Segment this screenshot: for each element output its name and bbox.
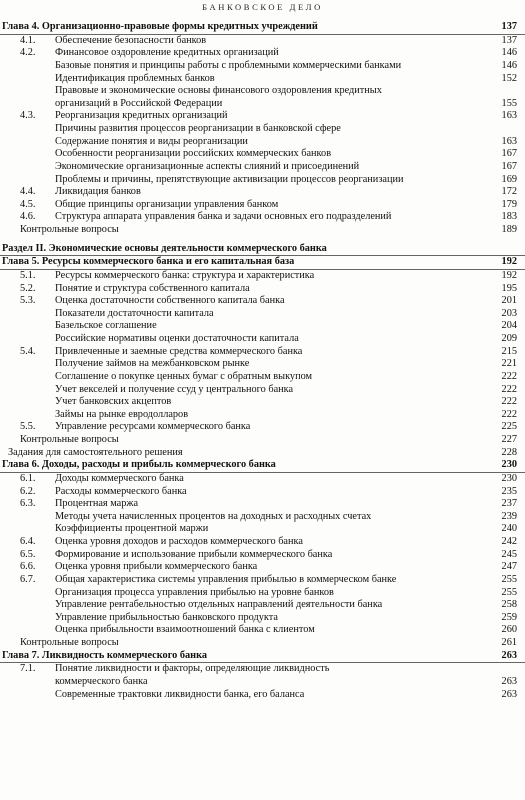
toc-entry-page: 230 <box>501 472 517 484</box>
toc-entry <box>0 136 525 149</box>
toc-entry <box>0 110 525 123</box>
toc-entry-title: Глава 4. Организационно-правовые формы кредитных учреждений <box>2 21 318 32</box>
toc-entry <box>0 186 525 199</box>
toc-entry-page: 169 <box>501 173 517 185</box>
toc-entry <box>0 358 525 371</box>
toc-entry-title: Контрольные вопросы <box>20 637 119 648</box>
toc-entry-page: 239 <box>501 510 517 522</box>
toc-entry-title: Формирование и использование прибыли коммерческого банка <box>55 548 333 560</box>
toc-entry-number: 6.5. <box>20 548 36 560</box>
toc-entry <box>0 459 525 473</box>
toc-entry <box>0 320 525 333</box>
toc-entry-number: 5.3. <box>20 295 36 307</box>
toc-entry <box>0 47 525 60</box>
toc-entry-number: 4.5. <box>20 198 36 210</box>
toc-entry-title: Обеспечение безопасности банков <box>55 34 207 46</box>
toc-entry-page: 146 <box>501 59 517 71</box>
toc-entry-page: 237 <box>501 498 517 510</box>
toc-entry-page: 137 <box>501 21 517 32</box>
toc-entry <box>0 35 525 48</box>
toc-entry-title: Учет банковских акцептов <box>55 396 172 408</box>
toc-entry <box>0 270 525 283</box>
toc-entry-title: Современные трактовки ликвидности банка, его баланса <box>55 688 305 700</box>
toc-entry-page: 222 <box>501 396 517 408</box>
toc-entry-title: Оценка прибыльности взаимоотношений банка с клиентом <box>55 624 315 636</box>
toc-entry <box>0 333 525 346</box>
toc-entry-number: 5.2. <box>20 282 36 294</box>
toc-entry-title: Понятие и структура собственного капитала <box>55 282 250 294</box>
toc-entry-page: 240 <box>501 523 517 535</box>
toc-entry-title: Ресурсы коммерческого банка: структура и характеристика <box>55 269 315 281</box>
toc-entry-title: Базовые понятия и принципы работы с проблемными коммерческими банками <box>55 59 402 71</box>
toc-entry-page: 255 <box>501 586 517 598</box>
toc-entry-page: 195 <box>501 282 517 294</box>
toc-entry <box>0 486 525 499</box>
toc-entry-page: 201 <box>501 295 517 307</box>
toc-entry-page: 263 <box>501 649 517 661</box>
toc-entry-title: Управление прибыльностью банковского продукта <box>55 611 278 623</box>
toc-entry <box>0 473 525 486</box>
toc-entry <box>0 511 525 524</box>
toc-entry <box>0 60 525 73</box>
toc-entry-title: Глава 6. Доходы, расходы и прибыль коммерческого банка <box>2 459 276 471</box>
toc-entry-title: Содержание понятия и виды реорганизации <box>55 135 248 147</box>
toc-entry-title: Глава 5. Ресурсы коммерческого банка и его капитальная база <box>2 256 295 268</box>
toc-entry-title: Задания для самостоятельного решения <box>8 446 183 458</box>
toc-entry-title: Реорганизация кредитных организаций <box>55 110 228 122</box>
toc-entry-page: 221 <box>501 358 517 370</box>
toc-entry-page: 247 <box>501 561 517 573</box>
toc-entry <box>0 447 525 460</box>
toc-entry-page: 259 <box>501 611 517 623</box>
toc-entry-page: 261 <box>501 637 517 648</box>
toc-entry-title: Показатели достаточности капитала <box>55 307 214 319</box>
toc-entry <box>0 549 525 562</box>
toc-entry <box>0 295 525 308</box>
toc-entry-number: 4.6. <box>20 211 36 223</box>
toc-entry <box>0 676 525 689</box>
toc-entry-title: Особенности реорганизации российских коммерческих банков <box>55 148 332 160</box>
toc-entry-number: 6.4. <box>20 536 36 547</box>
toc-entry <box>0 587 525 600</box>
toc-entry <box>0 161 525 174</box>
toc-entry <box>0 612 525 625</box>
toc-entry-title: организаций в Российской Федерации <box>55 97 223 109</box>
toc-entry <box>0 224 525 237</box>
toc-entry-title: Российские нормативы оценки достаточности капитала <box>55 333 299 344</box>
toc-entry <box>0 98 525 111</box>
toc-entry-number: 6.6. <box>20 561 36 573</box>
toc-entry-page: 167 <box>501 160 517 172</box>
toc-entry-page: 167 <box>501 148 517 160</box>
toc-entry <box>0 283 525 296</box>
toc-entry-title: Проблемы и причины, препятствующие активизации процессов реорганизации <box>55 173 404 185</box>
table-of-contents <box>0 21 525 701</box>
toc-entry-page: 215 <box>501 345 517 357</box>
toc-entry-title: Раздел II. Экономические основы деятельности коммерческого банка <box>2 242 327 254</box>
toc-entry-page: 222 <box>501 383 517 395</box>
toc-entry-title: Экономические организационные аспекты слияний и присоединений <box>55 160 360 172</box>
toc-entry <box>0 624 525 637</box>
toc-entry <box>0 256 525 270</box>
toc-entry-page: 222 <box>501 370 517 382</box>
toc-entry <box>0 536 525 549</box>
toc-entry-page: 222 <box>501 408 517 420</box>
toc-entry <box>0 21 525 35</box>
toc-entry <box>0 174 525 187</box>
toc-entry-page: 258 <box>501 599 517 611</box>
toc-entry <box>0 637 525 650</box>
toc-entry-title: Займы на рынке евродолларов <box>55 408 189 420</box>
toc-entry <box>0 650 525 664</box>
toc-entry <box>0 523 525 536</box>
toc-entry-title: Организация процесса управления прибылью на уровне банков <box>55 586 334 598</box>
toc-entry-page: 172 <box>501 186 517 198</box>
toc-entry-title: коммерческого банка <box>55 675 148 687</box>
toc-entry-title: Соглашение о покупке ценных бумаг с обратным выкупом <box>55 370 313 382</box>
toc-entry-title: Оценка уровня прибыли коммерческого банка <box>55 561 258 573</box>
toc-entry-title: Привлеченные и заемные средства коммерческого банка <box>55 345 303 357</box>
toc-entry-number: 5.5. <box>20 421 36 433</box>
toc-entry-number: 4.4. <box>20 186 36 198</box>
toc-entry <box>0 73 525 86</box>
toc-entry-number: 4.3. <box>20 110 36 122</box>
toc-entry <box>0 346 525 359</box>
toc-entry-page: 228 <box>501 446 517 458</box>
toc-entry <box>0 199 525 212</box>
toc-entry-number: 6.1. <box>20 472 36 484</box>
toc-entry <box>0 421 525 434</box>
toc-entry <box>0 123 525 136</box>
toc-entry-number: 6.3. <box>20 498 36 510</box>
toc-entry <box>0 243 525 257</box>
running-header: БАНКОВСКОЕ ДЕЛО <box>202 2 323 12</box>
toc-entry <box>0 384 525 397</box>
toc-entry-page: 255 <box>501 573 517 585</box>
toc-entry-page: 146 <box>501 47 517 59</box>
toc-entry-title: Оценка уровня доходов и расходов коммерческого банка <box>55 536 303 547</box>
toc-entry-title: Оценка достаточности собственного капитала банка <box>55 295 285 307</box>
toc-entry-number: 4.1. <box>20 34 36 46</box>
toc-entry-number: 5.4. <box>20 345 36 357</box>
toc-entry-page: 137 <box>501 34 517 46</box>
toc-entry <box>0 409 525 422</box>
toc-entry-title: Понятие ликвидности и факторы, определяющие ликвидность <box>55 663 330 675</box>
toc-entry-title: Структура аппарата управления банка и задачи основных его подразделений <box>55 211 392 223</box>
toc-entry-title: Причины развития процессов реорганизации в банковской сфере <box>55 123 341 134</box>
toc-entry-page: 155 <box>501 97 517 109</box>
toc-entry <box>0 574 525 587</box>
toc-entry <box>0 396 525 409</box>
toc-entry <box>0 371 525 384</box>
toc-entry <box>0 148 525 161</box>
toc-entry-title: Контрольные вопросы <box>20 434 119 445</box>
toc-entry-title: Получение займов на межбанковском рынке <box>55 358 250 370</box>
toc-entry <box>0 599 525 612</box>
toc-entry <box>0 561 525 574</box>
toc-entry-page: 204 <box>501 320 517 332</box>
toc-entry-title: Финансовое оздоровление кредитных организаций <box>55 47 279 59</box>
toc-entry-page: 230 <box>501 459 517 471</box>
toc-entry-page: 183 <box>501 211 517 223</box>
toc-entry-title: Управление рентабельностью отдельных направлений деятельности банка <box>55 599 383 611</box>
toc-entry-number: 5.1. <box>20 269 36 281</box>
toc-entry <box>0 434 525 447</box>
toc-entry <box>0 308 525 321</box>
toc-entry-page: 260 <box>501 624 517 636</box>
toc-entry-title: Управление ресурсами коммерческого банка <box>55 421 251 433</box>
toc-entry-number: 6.7. <box>20 573 36 585</box>
toc-entry-title: Процентная маржа <box>55 498 139 510</box>
toc-entry-page: 245 <box>501 548 517 560</box>
toc-entry-page: 225 <box>501 421 517 433</box>
toc-entry-title: Коэффициенты процентной маржи <box>55 523 209 535</box>
toc-entry-page: 152 <box>501 72 517 84</box>
toc-entry-page: 263 <box>501 675 517 687</box>
toc-entry-title: Контрольные вопросы <box>20 224 119 235</box>
toc-entry-title: Глава 7. Ликвидность коммерческого банка <box>2 649 207 661</box>
toc-entry-title: Общая характеристика системы управления прибылью в коммерческом банке <box>55 573 397 585</box>
toc-entry <box>0 85 525 98</box>
toc-entry-page: 209 <box>501 333 517 344</box>
toc-entry-title: Учет векселей и получение ссуд у центрального банка <box>55 383 294 395</box>
toc-entry-page: 263 <box>501 688 517 700</box>
toc-entry-page: 192 <box>501 256 517 268</box>
toc-entry-page: 179 <box>501 198 517 210</box>
toc-entry-page: 242 <box>501 536 517 547</box>
toc-entry-page: 189 <box>501 224 517 235</box>
toc-entry <box>0 663 525 676</box>
toc-entry-page: 192 <box>501 269 517 281</box>
toc-entry-number: 4.2. <box>20 47 36 59</box>
toc-entry-page: 235 <box>501 485 517 497</box>
toc-entry-page: 203 <box>501 307 517 319</box>
toc-entry-title: Базельское соглашение <box>55 320 157 332</box>
toc-entry-page: 163 <box>501 135 517 147</box>
toc-entry-number: 7.1. <box>20 663 36 675</box>
toc-entry-title: Правовые и экономические основы финансового оздоровления кредитных <box>55 85 382 97</box>
toc-entry-page: 227 <box>501 434 517 445</box>
toc-entry-page: 163 <box>501 110 517 122</box>
toc-entry <box>0 211 525 224</box>
toc-entry <box>0 689 525 702</box>
toc-entry-title: Доходы коммерческого банка <box>55 472 184 484</box>
toc-entry-title: Методы учета начисленных процентов на доходных и расходных счетах <box>55 510 372 522</box>
toc-entry-title: Общие принципы организации управления банком <box>55 198 279 210</box>
toc-entry-title: Идентификация проблемных банков <box>55 72 215 84</box>
toc-entry-title: Ликвидация банков <box>55 186 141 198</box>
toc-entry-title: Расходы коммерческого банка <box>55 485 187 497</box>
toc-entry <box>0 498 525 511</box>
toc-entry-number: 6.2. <box>20 485 36 497</box>
